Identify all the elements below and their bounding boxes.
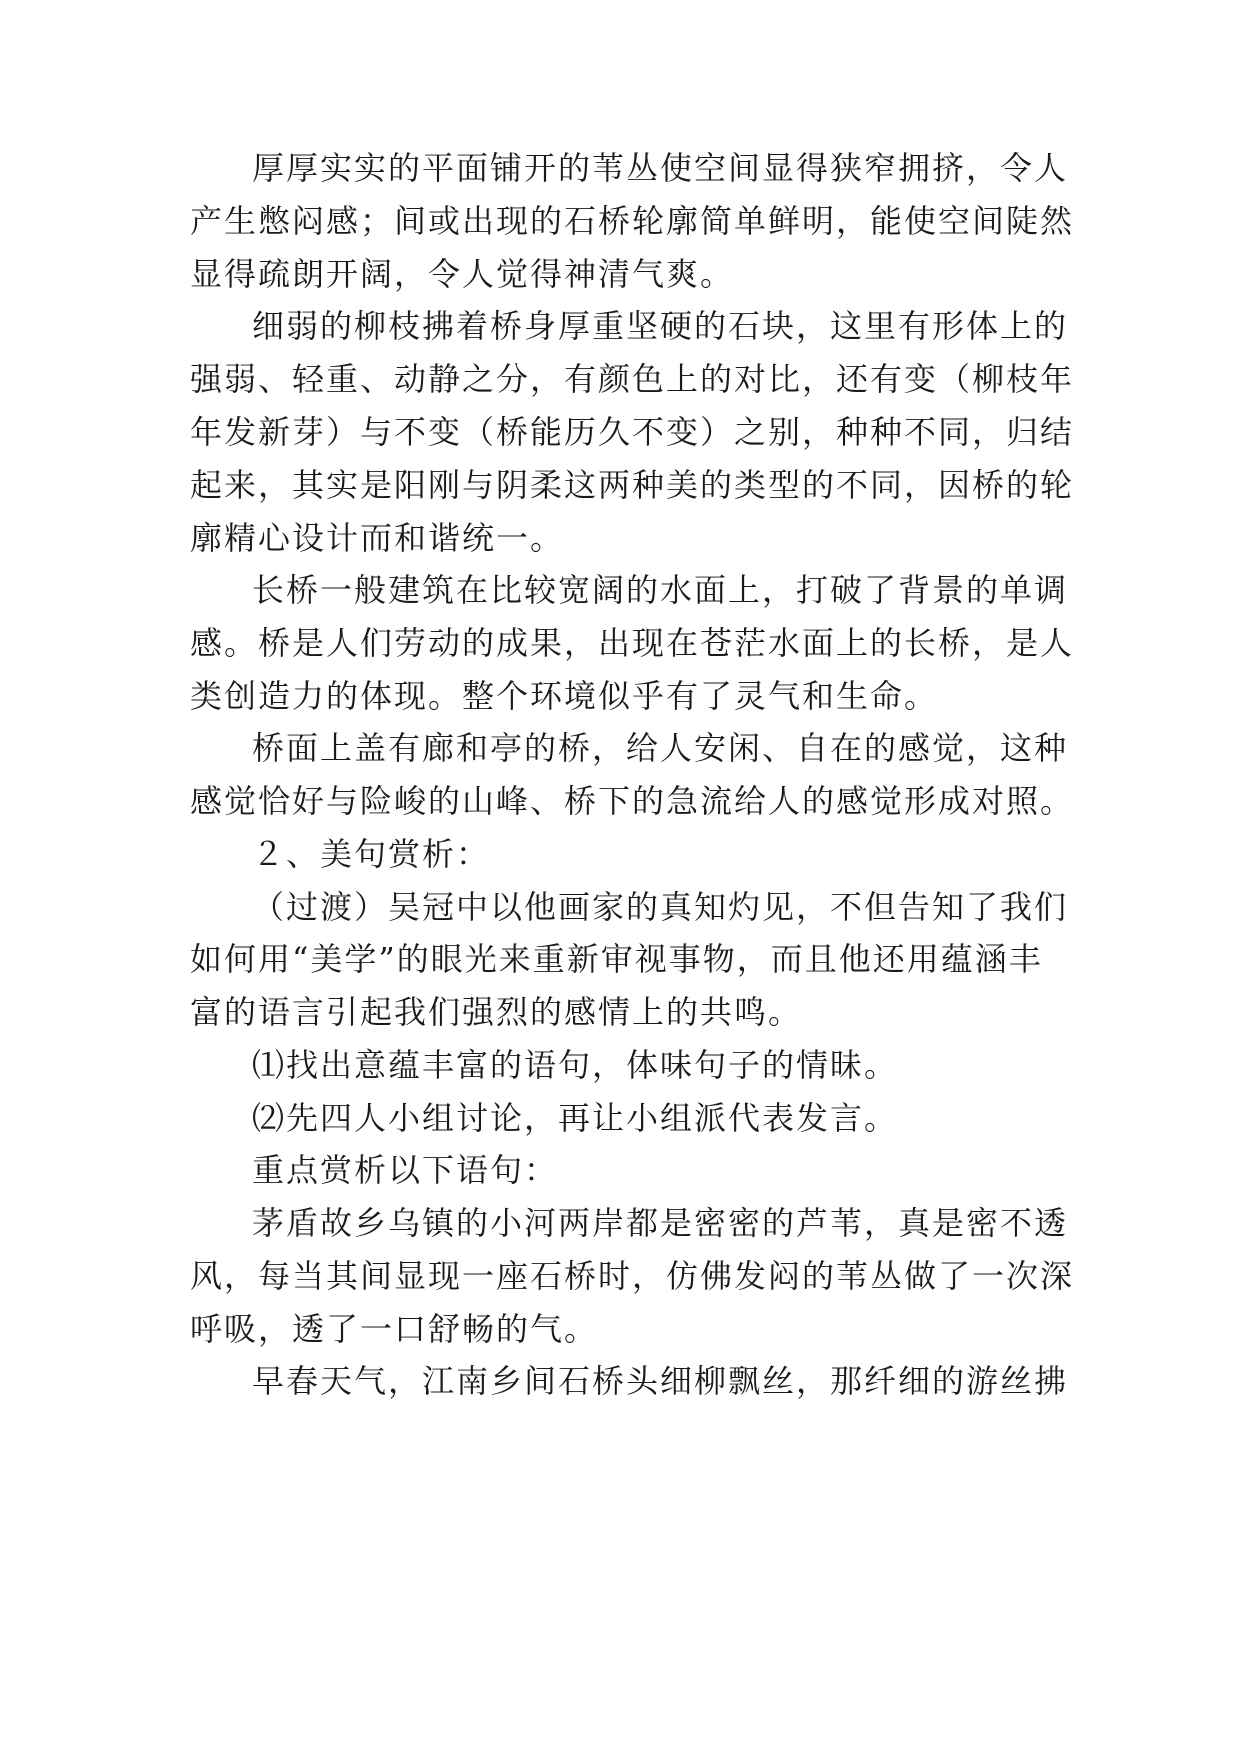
paragraph-5-line-2: 如何用“美学”的眼光来重新审视事物，而且他还用蕴涵丰 <box>190 940 1043 978</box>
paragraph-2-line-4: 起来，其实是阳刚与阴柔这两种美的类型的不同，因桥的轮 <box>190 466 1075 504</box>
paragraph-5-line-3: 富的语言引起我们强烈的感情上的共鸣。 <box>190 993 803 1031</box>
paragraph-1-line-3: 显得疏朗开阔，令人觉得神清气爽。 <box>190 255 735 293</box>
paragraph-2-line-2: 强弱、轻重、动静之分，有颜色上的对比，还有变（柳枝年 <box>190 360 1075 398</box>
paragraph-2-line-5: 廓精心设计而和谐统一。 <box>190 519 565 557</box>
paragraph-5-line-1: （过渡）吴冠中以他画家的真知灼见，不但告知了我们 <box>252 888 1069 926</box>
paragraph-3-line-3: 类创造力的体现。整个环境似乎有了灵气和生命。 <box>190 677 939 715</box>
paragraph-2-line-3: 年发新芽）与不变（桥能历久不变）之别，种种不同，归结 <box>190 413 1075 451</box>
task-item-1: ⑴找出意蕴丰富的语句，体味句子的情昧。 <box>252 1046 899 1084</box>
quote-1-line-2: 风，每当其间显现一座石桥时，仿佛发闷的苇丛做了一次深 <box>190 1257 1075 1295</box>
quote-1-line-3: 呼吸，透了一口舒畅的气。 <box>190 1310 599 1348</box>
paragraph-2-line-1: 细弱的柳枝拂着桥身厚重坚硬的石块，这里有形体上的 <box>252 307 1069 345</box>
analysis-heading: 重点赏析以下语句： <box>252 1151 559 1189</box>
paragraph-4-line-1: 桥面上盖有廊和亭的桥，给人安闲、自在的感觉，这种 <box>252 729 1069 767</box>
quote-2-line-1: 早春天气，江南乡间石桥头细柳飘丝，那纤细的游丝拂 <box>252 1362 1069 1400</box>
paragraph-1-line-1: 厚厚实实的平面铺开的苇丛使空间显得狭窄拥挤，令人 <box>252 149 1069 187</box>
paragraph-3-line-2: 感。桥是人们劳动的成果，出现在苍茫水面上的长桥，是人 <box>190 624 1075 662</box>
task-item-2: ⑵先四人小组讨论，再让小组派代表发言。 <box>252 1099 899 1137</box>
paragraph-1-line-2: 产生憋闷感；间或出现的石桥轮廓简单鲜明，能使空间陡然 <box>190 202 1075 240</box>
paragraph-4-line-2: 感觉恰好与险峻的山峰、桥下的急流给人的感觉形成对照。 <box>190 782 1075 820</box>
section-heading: ２、美句赏析： <box>252 835 491 873</box>
paragraph-3-line-1: 长桥一般建筑在比较宽阔的水面上，打破了背景的单调 <box>252 571 1069 609</box>
quote-1-line-1: 茅盾故乡乌镇的小河两岸都是密密的芦苇，真是密不透 <box>252 1204 1069 1242</box>
